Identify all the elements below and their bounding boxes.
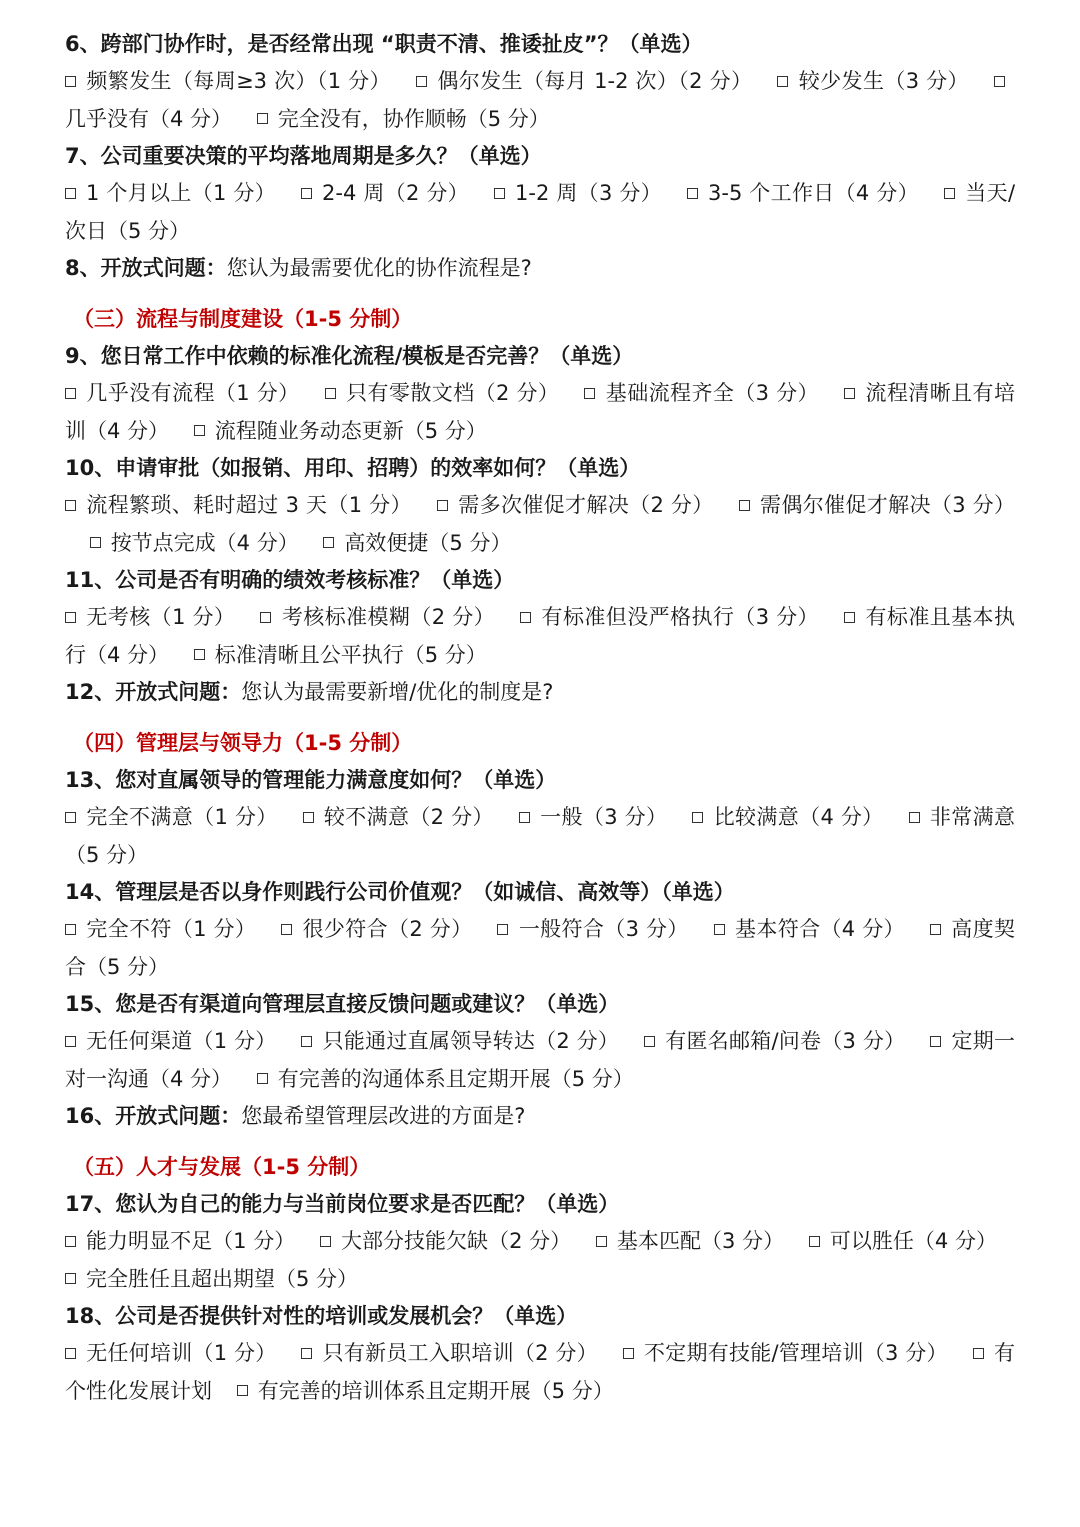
checkbox[interactable]: [65, 76, 76, 87]
question-7-options: [65, 175, 1015, 250]
option[interactable]: 无任何渠道（1 分）: [65, 1029, 276, 1053]
option[interactable]: 标准清晰且公平执行（5 分）: [194, 643, 487, 667]
option[interactable]: 可以胜任（4 分）: [809, 1229, 997, 1253]
checkbox[interactable]: [260, 612, 271, 623]
checkbox[interactable]: [687, 188, 698, 199]
checkbox[interactable]: [320, 1236, 331, 1247]
option[interactable]: 非常满意（5 分）: [65, 805, 1015, 867]
checkbox[interactable]: [944, 188, 955, 199]
question-17-title: 17、您认为自己的能力与当前岗位要求是否匹配？（单选）: [65, 1192, 620, 1216]
checkbox[interactable]: [281, 924, 292, 935]
checkbox[interactable]: [714, 924, 725, 935]
checkbox[interactable]: [520, 612, 531, 623]
checkbox[interactable]: [809, 1236, 820, 1247]
checkbox[interactable]: [65, 500, 76, 511]
checkbox[interactable]: [844, 388, 855, 399]
option[interactable]: 一般符合（3 分）: [497, 917, 688, 941]
checkbox[interactable]: [692, 812, 703, 823]
checkbox[interactable]: [65, 188, 76, 199]
option[interactable]: 不定期有技能/管理培训（3 分）: [623, 1341, 948, 1365]
checkbox[interactable]: [930, 924, 941, 935]
question-6-title: 6、跨部门协作时，是否经常出现 “职责不清、推诿扯皮”？（单选）: [65, 32, 703, 56]
checkbox[interactable]: [65, 388, 76, 399]
question-13-title: 13、您对直属领导的管理能力满意度如何？（单选）: [65, 768, 557, 792]
option[interactable]: 一般（3 分）: [519, 805, 668, 829]
checkbox[interactable]: [844, 612, 855, 623]
checkbox[interactable]: [194, 649, 205, 660]
question-11-title: 11、公司是否有明确的绩效考核标准？（单选）: [65, 568, 515, 592]
option[interactable]: 基本匹配（3 分）: [596, 1229, 784, 1253]
checkbox[interactable]: [437, 500, 448, 511]
option[interactable]: 基本符合（4 分）: [714, 917, 905, 941]
checkbox[interactable]: [237, 1385, 248, 1396]
option[interactable]: 有标准且基本执行（4 分）: [65, 605, 1015, 667]
option[interactable]: 很少符合（2 分）: [281, 917, 472, 941]
question-17-options: [65, 1223, 1015, 1298]
option[interactable]: 按节点完成（4 分）: [90, 531, 299, 555]
question-6-options: [65, 63, 1015, 138]
checkbox[interactable]: [909, 812, 920, 823]
option[interactable]: 无任何培训（1 分）: [65, 1341, 276, 1365]
checkbox[interactable]: [323, 537, 334, 548]
checkbox[interactable]: [494, 188, 505, 199]
option[interactable]: 较少发生（3 分）: [777, 69, 969, 93]
checkbox[interactable]: [301, 1036, 312, 1047]
checkbox[interactable]: [623, 1348, 634, 1359]
option[interactable]: 只能通过直属领导转达（2 分）: [301, 1029, 619, 1053]
question-15-options: [65, 1023, 1015, 1098]
question-15-title: 15、您是否有渠道向管理层直接反馈问题或建议？（单选）: [65, 992, 620, 1016]
option[interactable]: 较不满意（2 分）: [303, 805, 494, 829]
question-12-open: [65, 674, 1015, 711]
option[interactable]: 有匿名邮箱/问卷（3 分）: [644, 1029, 905, 1053]
checkbox[interactable]: [973, 1348, 984, 1359]
question-11-options: [65, 599, 1015, 674]
question-16-open: [65, 1098, 1015, 1135]
checkbox[interactable]: [65, 1236, 76, 1247]
option[interactable]: 流程清晰且有培训（4 分）: [65, 381, 1015, 443]
option[interactable]: 高效便捷（5 分）: [323, 531, 511, 555]
checkbox[interactable]: [257, 1073, 268, 1084]
checkbox[interactable]: [497, 924, 508, 935]
checkbox[interactable]: [303, 812, 314, 823]
option[interactable]: 3-5 个工作日（4 分）: [687, 181, 919, 205]
open-question-label: 8、开放式问题：: [65, 256, 227, 280]
option[interactable]: 完全没有，协作顺畅（5 分）: [257, 107, 550, 131]
question-18-title: 18、公司是否提供针对性的培训或发展机会？（单选）: [65, 1304, 578, 1328]
option[interactable]: 几乎没有（4 分）: [65, 69, 1015, 131]
checkbox[interactable]: [90, 537, 101, 548]
checkbox[interactable]: [257, 113, 268, 124]
checkbox[interactable]: [584, 388, 595, 399]
option[interactable]: 2-4 周（2 分）: [301, 181, 469, 205]
option[interactable]: 高度契合（5 分）: [65, 917, 1015, 979]
question-9-title: 9、您日常工作中依赖的标准化流程/模板是否完善？（单选）: [65, 344, 634, 368]
checkbox[interactable]: [325, 388, 336, 399]
checkbox[interactable]: [65, 812, 76, 823]
checkbox[interactable]: [65, 924, 76, 935]
checkbox[interactable]: [596, 1236, 607, 1247]
option[interactable]: 大部分技能欠缺（2 分）: [320, 1229, 571, 1253]
checkbox[interactable]: [994, 76, 1005, 87]
checkbox[interactable]: [777, 76, 788, 87]
open-question-label: 12、开放式问题：: [65, 680, 242, 704]
checkbox[interactable]: [65, 1273, 76, 1284]
option[interactable]: 有个性化发展计划: [65, 1341, 1015, 1403]
question-7-title: 7、公司重要决策的平均落地周期是多久？（单选）: [65, 144, 542, 168]
option[interactable]: 偶尔发生（每月 1-2 次）（2 分）: [416, 69, 752, 93]
option[interactable]: 几乎没有流程（1 分）: [65, 381, 300, 405]
section-3-title: （三）流程与制度建设（1-5 分制）: [73, 307, 413, 331]
option[interactable]: 比较满意（4 分）: [692, 805, 883, 829]
option[interactable]: 需偶尔催促才解决（3 分）: [739, 493, 1015, 517]
question-10-title: 10、申请审批（如报销、用印、招聘）的效率如何？（单选）: [65, 456, 641, 480]
question-9-options: [65, 375, 1015, 450]
question-18-options: [65, 1335, 1015, 1410]
question-13-options: [65, 799, 1015, 874]
option[interactable]: 当天/次日（5 分）: [65, 181, 1016, 243]
option[interactable]: 流程随业务动态更新（5 分）: [194, 419, 487, 443]
checkbox[interactable]: [65, 1348, 76, 1359]
checkbox[interactable]: [644, 1036, 655, 1047]
option[interactable]: 只有零散文档（2 分）: [325, 381, 560, 405]
checkbox[interactable]: [194, 425, 205, 436]
option[interactable]: 能力明显不足（1 分）: [65, 1229, 295, 1253]
open-question-text: 您认为最需要优化的协作流程是?: [226, 256, 532, 280]
option[interactable]: 有完善的培训体系且定期开展（5 分）: [237, 1379, 614, 1403]
question-14-options: [65, 911, 1015, 986]
option[interactable]: 有标准但没严格执行（3 分）: [520, 605, 819, 629]
option[interactable]: 只有新员工入职培训（2 分）: [301, 1341, 597, 1365]
option[interactable]: 1-2 周（3 分）: [494, 181, 662, 205]
checkbox[interactable]: [519, 812, 530, 823]
section-5-title: （五）人才与发展（1-5 分制）: [73, 1155, 371, 1179]
section-4-title: （四）管理层与领导力（1-5 分制）: [73, 731, 413, 755]
question-10-options: [65, 487, 1015, 562]
checkbox[interactable]: [416, 76, 427, 87]
open-question-text: 您最希望管理层改进的方面是?: [241, 1104, 526, 1128]
checkbox[interactable]: [301, 1348, 312, 1359]
option[interactable]: 需多次催促才解决（2 分）: [437, 493, 714, 517]
option[interactable]: 频繁发生（每周≥3 次）（1 分）: [65, 69, 391, 93]
option[interactable]: 无考核（1 分）: [65, 605, 235, 629]
checkbox[interactable]: [930, 1036, 941, 1047]
open-question-text: 您认为最需要新增/优化的制度是?: [241, 680, 554, 704]
open-question-label: 16、开放式问题：: [65, 1104, 242, 1128]
option[interactable]: 完全不符（1 分）: [65, 917, 256, 941]
checkbox[interactable]: [301, 188, 312, 199]
option[interactable]: 考核标准模糊（2 分）: [260, 605, 495, 629]
option[interactable]: 定期一对一沟通（4 分）: [65, 1029, 1015, 1091]
question-14-title: 14、管理层是否以身作则践行公司价值观？（如诚信、高效等）（单选）: [65, 880, 735, 904]
question-8-open: [65, 250, 1015, 287]
checkbox[interactable]: [65, 612, 76, 623]
checkbox[interactable]: [65, 1036, 76, 1047]
option[interactable]: 基础流程齐全（3 分）: [584, 381, 819, 405]
option[interactable]: 1 个月以上（1 分）: [65, 181, 276, 205]
option[interactable]: 完全胜任且超出期望（5 分）: [65, 1267, 358, 1291]
option[interactable]: 有完善的沟通体系且定期开展（5 分）: [257, 1067, 634, 1091]
checkbox[interactable]: [739, 500, 750, 511]
option[interactable]: 完全不满意（1 分）: [65, 805, 278, 829]
option[interactable]: 流程繁琐、耗时超过 3 天（1 分）: [65, 493, 412, 517]
